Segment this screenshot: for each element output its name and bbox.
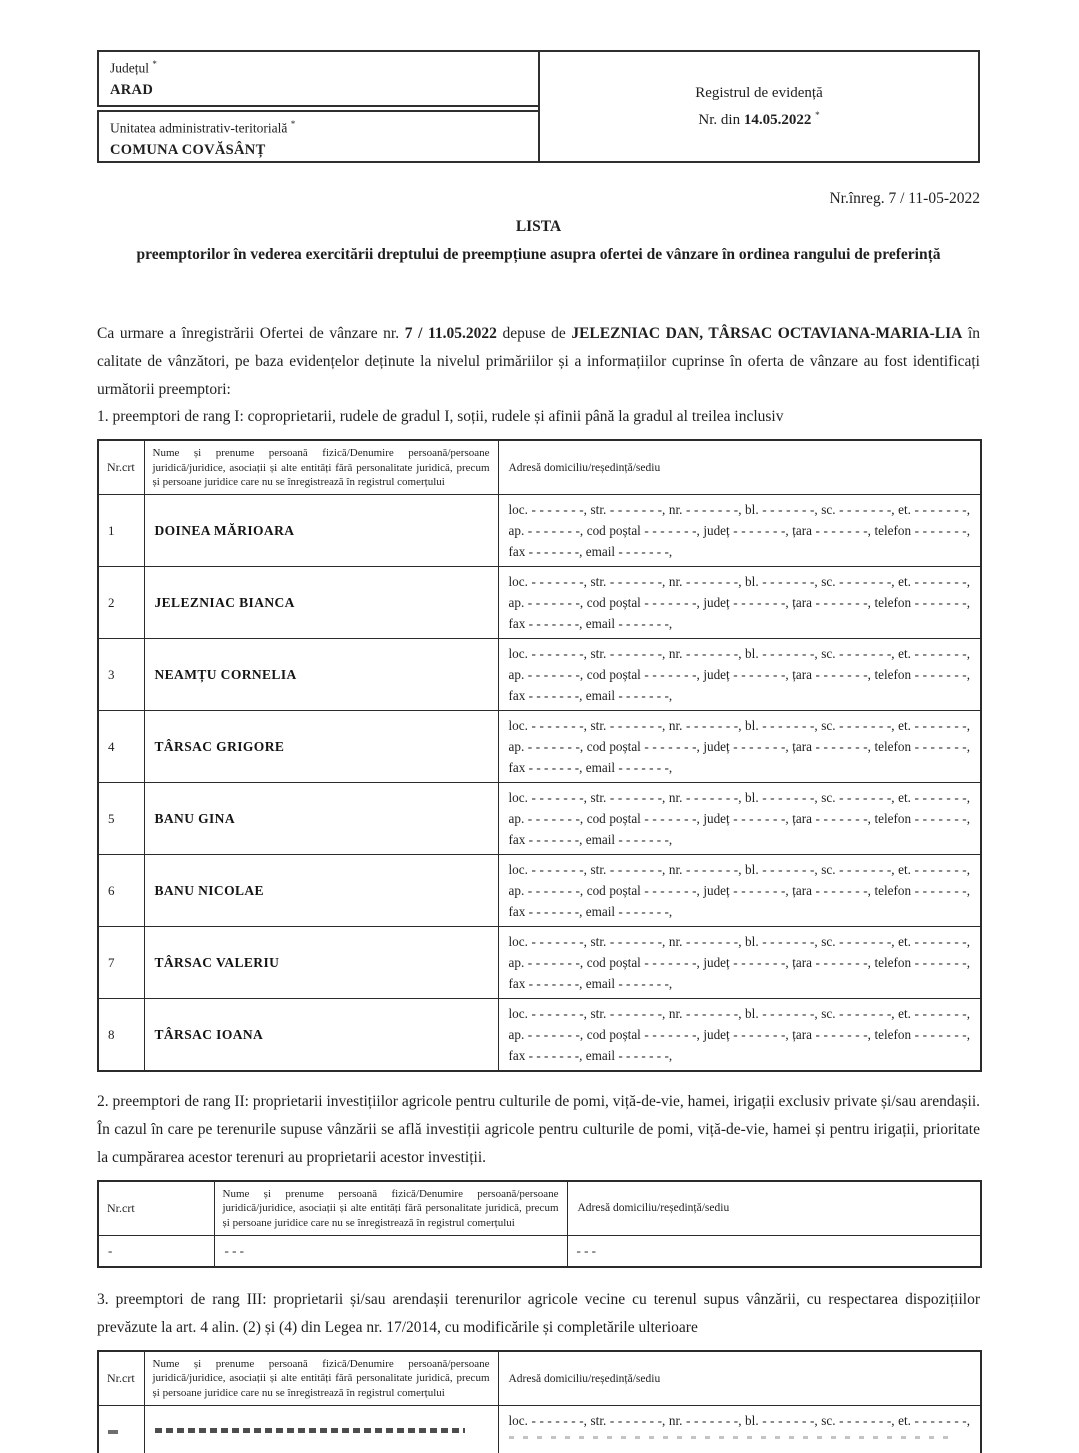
clipped-name-sliver	[155, 1428, 465, 1433]
row-address: loc. - - - - - - -, str. - - - - - - -, nr. - - - - - - -, bl. - - - - - - -, sc. - - - - - - -, et. - - - - - - -, ap. - - - - - - -, cod poștal - - - - - - -, județ - - - - - - -, țara - - - - - - -, telefon - - - - - - -, fax - - - - - - -, email - - - - - - -,	[498, 639, 981, 711]
table-row	[98, 783, 981, 855]
page-title: LISTA	[515, 218, 562, 235]
registry-number-line: Nr. din 14.05.2022 *	[698, 109, 820, 128]
row-number: 2	[98, 567, 144, 639]
sellers-names: JELEZNIAC DAN, TÂRSAC OCTAVIANA-MARIA-LIA	[571, 324, 963, 342]
row-address: loc. - - - - - - -, str. - - - - - - -, nr. - - - - - - -, bl. - - - - - - -, sc. - - - - - - -, et. - - - - - - -, ap. - - - - - - -, cod poștal - - - - - - -, județ - - - - - - -, țara - - - - - - -, telefon - - - - - - -, fax - - - - - - -, email - - - - - - -,	[498, 711, 981, 783]
row-address: loc. - - - - - - -, str. - - - - - - -, nr. - - - - - - -, bl. - - - - - - -, sc. - - - - - - -, et. - - - - - - -, ap. - - - - - - -, cod poștal - - - - - - -, județ - - - - - - -, țara - - - - - - -, telefon - - - - - - -, fax - - - - - - -, email - - - - - - -,	[498, 495, 981, 567]
header-nr-crt: Nr.crt	[98, 1181, 214, 1235]
table-header-row	[98, 1181, 981, 1235]
row-number: 7	[98, 927, 144, 999]
registry-date: 14.05.2022	[743, 111, 812, 128]
row-number: 6	[98, 855, 144, 927]
row-name: BANU NICOLAE	[144, 855, 498, 927]
rank1-table	[97, 439, 982, 1072]
uat-value: COMUNA COVĂSÂNȚ	[110, 141, 266, 158]
row-address: loc. - - - - - - -, str. - - - - - - -, nr. - - - - - - -, bl. - - - - - - -, sc. - - - - - - -, et. - - - - - - -, ap. - - - - - - -, cod poștal - - - - - - -, județ - - - - - - -, țara - - - - - - -, telefon - - - - - - -, fax - - - - - - -, email - - - - - - -,	[498, 567, 981, 639]
row-number: 3	[98, 639, 144, 711]
header-nr-crt: Nr.crt	[98, 1351, 144, 1405]
offer-number: 7 / 11.05.2022	[404, 324, 497, 342]
header-address: Adresă domiciliu/reședință/sediu	[498, 1351, 981, 1405]
header-left-column	[97, 50, 540, 163]
clipped-address-sliver	[509, 1436, 952, 1439]
table-row-clipped	[98, 1405, 981, 1453]
uat-label: Unitatea administrativ-teritorială *	[110, 119, 296, 136]
row-name: TÂRSAC VALERIU	[144, 927, 498, 999]
table-row	[98, 1235, 981, 1267]
header-box	[97, 50, 980, 163]
row-number-clipped	[98, 1405, 144, 1453]
row-number: 4	[98, 711, 144, 783]
county-label: Județul *	[110, 59, 157, 76]
row-address: loc. - - - - - - -, str. - - - - - - -, nr. - - - - - - -, bl. - - - - - - -, sc. - - - - - - -, et. - - - - - - -, ap. - - - - - - -, cod poștal - - - - - - -, județ - - - - - - -, țara - - - - - - -, telefon - - - - - - -, fax - - - - - - -, email - - - - - - -,	[498, 927, 981, 999]
header-name: Nume și prenume persoană fizică/Denumire persoană/persoane juridică/juridice, asociații și alte entități fără personalitate juridică, precum și persoane juridice care nu se înregistrează în registrul comerțului	[214, 1181, 567, 1235]
uat-cell	[97, 110, 540, 163]
title-block	[97, 213, 980, 269]
header-name: Nume și prenume persoană fizică/Denumire persoană/persoane juridică/juridice, asociații și alte entități fără personalitate juridică, precum și persoane juridice care nu se înregistrează în registrul comerțului	[144, 1351, 498, 1405]
section3-heading: 3. preemptori de rang III: proprietarii și/sau arendașii terenurilor agricole vecine cu terenul supus vânzării, cu respectarea dispozițiilor prevăzute la art. 4 alin. (2) și (4) din Legea nr. 17/2014, cu modificările și completările ulterioare	[97, 1291, 980, 1337]
row-number: 5	[98, 783, 144, 855]
header-address: Adresă domiciliu/reședință/sediu	[498, 440, 981, 494]
row-number: 1	[98, 495, 144, 567]
section2-heading: 2. preemptori de rang II: proprietarii investițiilor agricole pentru culturile de pomi, viță-de-vie, hamei, irigații exclusiv private și/sau arendașii. În cazul în care pe terenurile supuse vânzării se află investiții agricole pentru culturile de pomi, viță-de-vie, hamei și pentru irigații, prioritate la cumpărarea acestor terenuri au proprietarii acestor investiții.	[97, 1093, 980, 1167]
table-row	[98, 711, 981, 783]
asterisk: *	[815, 109, 820, 120]
table-header-row	[98, 1351, 981, 1405]
registry-cell	[538, 50, 980, 163]
section1-heading: 1. preemptori de rang I: coproprietarii, rudele de gradul I, soții, rudele și afinii până la gradul al treilea inclusiv	[97, 408, 784, 426]
header-address: Adresă domiciliu/reședință/sediu	[567, 1181, 981, 1235]
asterisk: *	[290, 119, 296, 129]
county-cell	[97, 50, 540, 107]
table-row	[98, 927, 981, 999]
header-name: Nume și prenume persoană fizică/Denumire persoană/persoane juridică/juridice, asociații și alte entități fără personalitate juridică, precum și persoane juridice care nu se înregistrează în registrul comerțului	[144, 440, 498, 494]
intro-paragraph: Ca urmare a înregistrării Ofertei de vânzare nr. 7 / 11.05.2022 depuse de JELEZNIAC DAN, TÂRSAC OCTAVIANA-MARIA-LIA în calitate de vânzători, pe baza evidențelor deținute la nivelul primăriilor și a informațiilor cuprinse în oferta de vânzare au fost identificați următorii preemptori:	[97, 324, 980, 398]
row-name-clipped	[144, 1405, 498, 1453]
row-name: TÂRSAC GRIGORE	[144, 711, 498, 783]
row-name: - - -	[214, 1235, 567, 1267]
row-name: BANU GINA	[144, 783, 498, 855]
row-name: DOINEA MĂRIOARA	[144, 495, 498, 567]
row-address: loc. - - - - - - -, str. - - - - - - -, nr. - - - - - - -, bl. - - - - - - -, sc. - - - - - - -, et. - - - - - - -, ap. - - - - - - -, cod poștal - - - - - - -, județ - - - - - - -, țara - - - - - - -, telefon - - - - - - -, fax - - - - - - -, email - - - - - - -,	[498, 999, 981, 1072]
table-row	[98, 999, 981, 1072]
row-address: loc. - - - - - - -, str. - - - - - - -, nr. - - - - - - -, bl. - - - - - - -, sc. - - - - - - -, et. - - - - - - -, ap. - - - - - - -, cod poștal - - - - - - -, județ - - - - - - -, țara - - - - - - -, telefon - - - - - - -, fax - - - - - - -, email - - - - - - -,	[498, 783, 981, 855]
row-name: TÂRSAC IOANA	[144, 999, 498, 1072]
table-row	[98, 639, 981, 711]
rank2-table	[97, 1180, 982, 1268]
row-address: loc. - - - - - - -, str. - - - - - - -, nr. - - - - - - -, bl. - - - - - - -, sc. - - - - - - -, et. - - - - - - -, ap. - - - - - - -, cod poștal - - - - - - -, județ - - - - - - -, țara - - - - - - -, telefon - - - - - - -, fax - - - - - - -, email - - - - - - -,	[498, 855, 981, 927]
table-row	[98, 567, 981, 639]
row-number: 8	[98, 999, 144, 1072]
table-row	[98, 855, 981, 927]
registration-number-line: Nr.înreg. 7 / 11-05-2022	[829, 190, 980, 207]
page-subtitle: preemptorilor în vederea exercitării dreptului de preempțiune asupra ofertei de vânzare în ordinea rangului de preferință	[136, 245, 941, 263]
row-number: -	[98, 1235, 214, 1267]
asterisk: *	[152, 59, 157, 69]
table-row	[98, 495, 981, 567]
row-name: NEAMȚU CORNELIA	[144, 639, 498, 711]
county-value: ARAD	[110, 81, 154, 98]
clipped-number-sliver	[108, 1430, 118, 1434]
table-header-row	[98, 440, 981, 494]
row-address-clipped: loc. - - - - - - -, str. - - - - - - -, nr. - - - - - - -, bl. - - - - - - -, sc. - - - - - - -, et. - - - - - - -,	[498, 1405, 981, 1453]
rank3-table	[97, 1350, 982, 1453]
row-address: - - -	[567, 1235, 981, 1267]
registry-title: Registrul de evidență	[695, 84, 823, 101]
row-name: JELEZNIAC BIANCA	[144, 567, 498, 639]
header-nr-crt: Nr.crt	[98, 440, 144, 494]
